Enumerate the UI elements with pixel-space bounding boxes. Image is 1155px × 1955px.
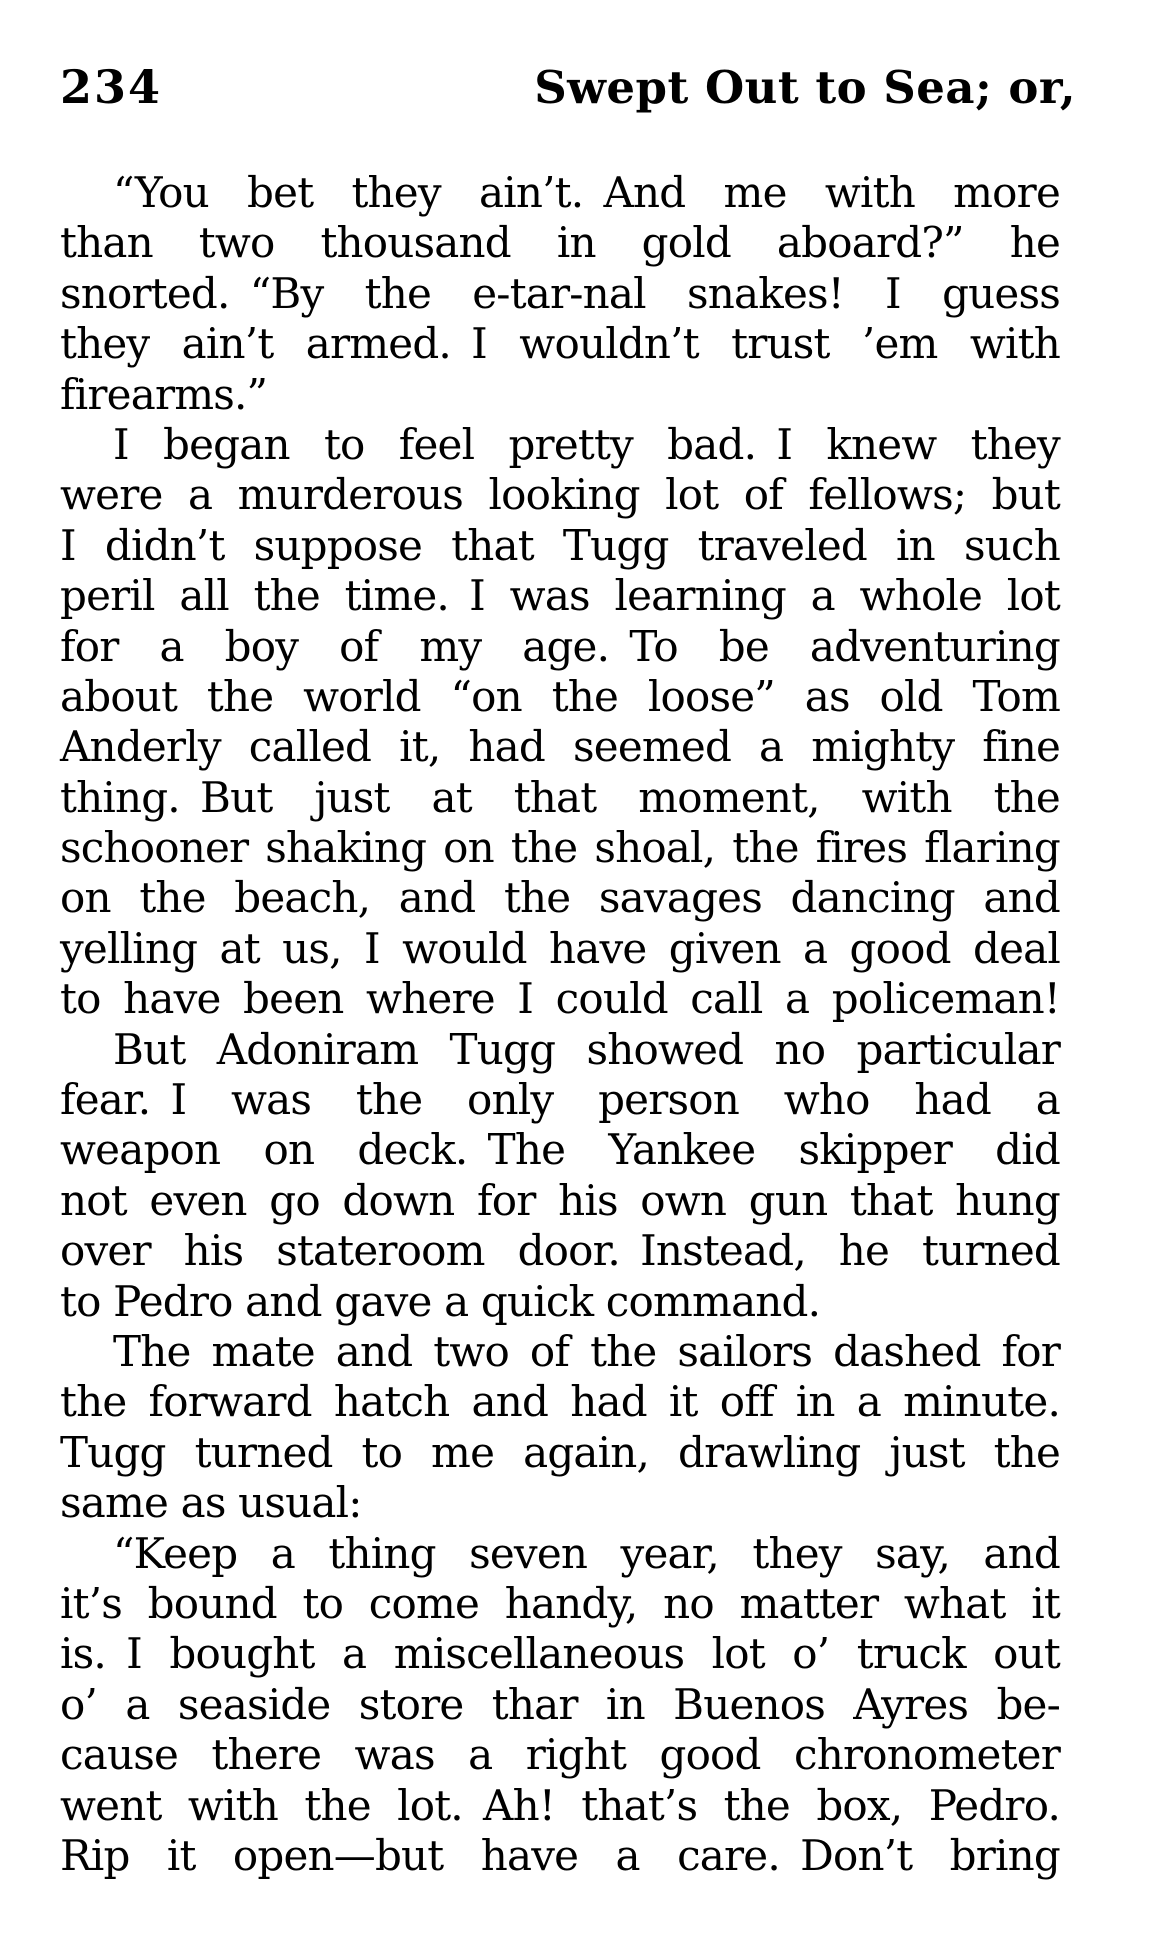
- text-line: Tugg turned to me again, drawling just the: [60, 1427, 1060, 1477]
- paragraph: [60, 420, 1060, 1025]
- text-line: the forward hatch and had it off in a minute.: [60, 1377, 1060, 1427]
- text-line: schooner shaking on the shoal, the fires flaring: [60, 823, 1060, 873]
- text-line: is. I bought a miscellaneous lot o’ truck out: [60, 1629, 1060, 1679]
- paragraph: [60, 168, 1060, 420]
- text-line: Rip it open—but have a care. Don’t bring: [60, 1830, 1060, 1880]
- text-line: The mate and two of the sailors dashed for: [113, 1326, 1060, 1376]
- paragraph: [60, 1529, 1060, 1882]
- paragraph: [60, 1025, 1060, 1327]
- page-number: 234: [60, 60, 163, 114]
- text-line: on the beach, and the savages dancing and: [60, 873, 1060, 923]
- text-line: to Pedro and gave a quick command.: [60, 1276, 821, 1326]
- page-body: [60, 168, 1060, 1881]
- text-line: But Adoniram Tugg showed no particular: [113, 1024, 1060, 1074]
- paragraph: [60, 1327, 1060, 1529]
- text-line: snorted. “By the e-tar-nal snakes! I guess: [60, 268, 1060, 318]
- text-line: peril all the time. I was learning a whole lot: [60, 571, 1060, 621]
- page-header: [60, 60, 1076, 114]
- text-line: about the world “on the loose” as old Tom: [60, 671, 1060, 721]
- text-line: cause there was a right good chronometer: [60, 1730, 1060, 1780]
- text-line: than two thousand in gold aboard?” he: [60, 218, 1060, 268]
- text-line: to have been where I could call a policeman!: [60, 974, 1060, 1024]
- text-line: Anderly called it, had seemed a mighty fine: [60, 722, 1060, 772]
- text-line: I didn’t suppose that Tugg traveled in such: [60, 520, 1060, 570]
- text-line: I began to feel pretty bad. I knew they: [113, 419, 1060, 469]
- running-title: Swept Out to Sea; or,: [534, 61, 1076, 114]
- text-line: they ain’t armed. I wouldn’t trust ’em with: [60, 319, 1060, 369]
- text-line: same as usual:: [60, 1478, 362, 1528]
- text-line: over his stateroom door. Instead, he turned: [60, 1226, 1060, 1276]
- text-line: not even go down for his own gun that hung: [60, 1175, 1060, 1225]
- text-line: it’s bound to come handy, no matter what it: [60, 1578, 1060, 1628]
- text-line: “You bet they ain’t. And me with more: [113, 168, 1060, 217]
- text-line: yelling at us, I would have given a good deal: [60, 923, 1060, 973]
- text-line: fear. I was the only person who had a: [60, 1075, 1060, 1125]
- text-line: were a murderous looking lot of fellows; but: [60, 470, 1060, 520]
- text-line: “Keep a thing seven year, they say, and: [113, 1528, 1060, 1578]
- text-line: o’ a seaside store thar in Buenos Ayres be-: [60, 1679, 1060, 1729]
- text-line: thing. But just at that moment, with the: [60, 772, 1060, 822]
- text-line: weapon on deck. The Yankee skipper did: [60, 1125, 1060, 1175]
- text-line: firearms.”: [60, 369, 268, 419]
- text-line: went with the lot. Ah! that’s the box, Pedro.: [60, 1780, 1060, 1830]
- text-line: for a boy of my age. To be adventuring: [60, 621, 1060, 671]
